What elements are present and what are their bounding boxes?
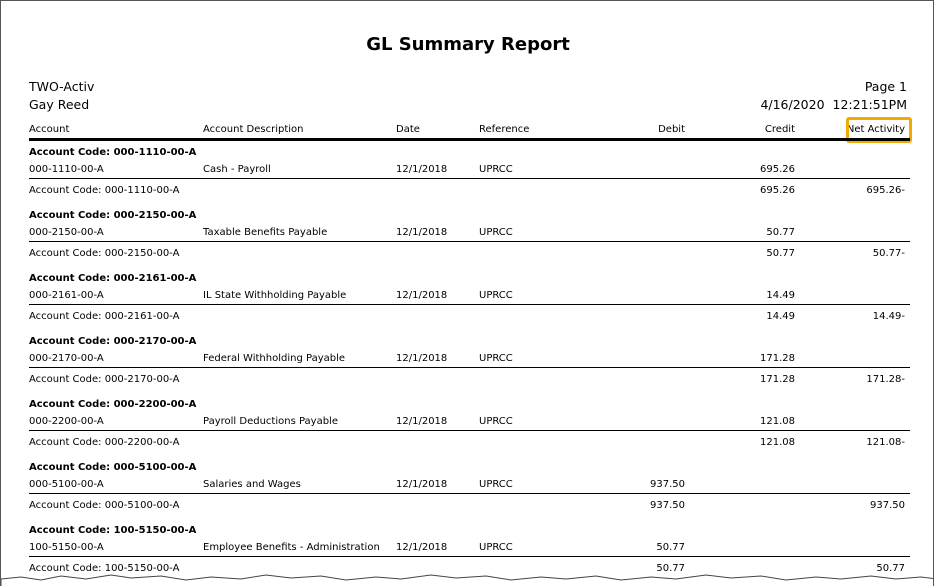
detail-date: 12/1/2018 [396, 290, 448, 301]
group-total-credit: 121.08 [760, 437, 795, 448]
detail-reference: UPRCC [479, 353, 513, 364]
torn-edge [1, 571, 934, 586]
detail-account: 000-2200-00-A [29, 416, 104, 427]
group-total-credit: 14.49 [766, 311, 795, 322]
report-datetime [760, 96, 907, 114]
detail-reference: UPRCC [479, 416, 513, 427]
report-title: GL Summary Report [366, 34, 570, 55]
account-group-header: Account Code: 000-2150-00-A [29, 210, 197, 221]
detail-description: Employee Benefits - Administration [203, 542, 380, 553]
group-separator [29, 304, 910, 305]
detail-credit: 121.08 [760, 416, 795, 427]
detail-debit: 50.77 [656, 542, 685, 553]
column-header-date: Date [396, 124, 420, 135]
group-total-debit: 50.77 [656, 563, 685, 574]
header-rule [29, 138, 910, 141]
column-header-account: Account [29, 124, 70, 135]
report-header-right [760, 78, 907, 114]
detail-debit: 937.50 [650, 479, 685, 490]
group-total-net-activity: 695.26- [866, 185, 905, 196]
detail-reference: UPRCC [479, 164, 513, 175]
detail-date: 12/1/2018 [396, 416, 448, 427]
user-name: Gay Reed [29, 97, 90, 112]
detail-description: Taxable Benefits Payable [203, 227, 328, 238]
group-total-net-activity: 171.28- [866, 374, 905, 385]
group-total-label: Account Code: 000-2161-00-A [29, 311, 180, 322]
group-total-label: Account Code: 000-5100-00-A [29, 500, 180, 511]
report-header-left [29, 78, 94, 114]
account-group-header: Account Code: 000-2170-00-A [29, 336, 197, 347]
detail-date: 12/1/2018 [396, 479, 448, 490]
group-total-net-activity: 14.49- [872, 311, 905, 322]
group-separator [29, 556, 910, 557]
group-separator [29, 367, 910, 368]
account-group-header: Account Code: 000-5100-00-A [29, 462, 197, 473]
group-total-net-activity: 50.77- [872, 248, 905, 259]
column-header-credit: Credit [764, 124, 795, 135]
group-separator [29, 241, 910, 242]
group-total-debit: 937.50 [650, 500, 685, 511]
detail-date: 12/1/2018 [396, 542, 448, 553]
account-group-header: Account Code: 000-1110-00-A [29, 147, 197, 158]
column-header-net-activity: Net Activity [846, 124, 905, 135]
detail-description: Salaries and Wages [203, 479, 301, 490]
detail-account: 000-5100-00-A [29, 479, 104, 490]
detail-reference: UPRCC [479, 542, 513, 553]
report-date: 4/16/2020 [760, 97, 825, 112]
report-time: 12:21:51PM [832, 97, 907, 112]
group-total-net-activity: 50.77 [876, 563, 905, 574]
account-group-header: Account Code: 000-2161-00-A [29, 273, 197, 284]
detail-date: 12/1/2018 [396, 164, 448, 175]
group-total-label: Account Code: 000-1110-00-A [29, 185, 180, 196]
detail-reference: UPRCC [479, 479, 513, 490]
group-total-credit: 50.77 [766, 248, 795, 259]
detail-reference: UPRCC [479, 290, 513, 301]
column-header-description: Account Description [203, 124, 304, 135]
account-group-header: Account Code: 100-5150-00-A [29, 525, 197, 536]
detail-account: 000-2150-00-A [29, 227, 104, 238]
group-total-label: Account Code: 000-2150-00-A [29, 248, 180, 259]
detail-date: 12/1/2018 [396, 227, 448, 238]
account-group-header: Account Code: 000-2200-00-A [29, 399, 197, 410]
detail-credit: 695.26 [760, 164, 795, 175]
group-total-credit: 171.28 [760, 374, 795, 385]
company-name: TWO-Activ [29, 79, 95, 94]
detail-credit: 14.49 [766, 290, 795, 301]
detail-description: Payroll Deductions Payable [203, 416, 338, 427]
detail-account: 000-2170-00-A [29, 353, 104, 364]
detail-date: 12/1/2018 [396, 353, 448, 364]
detail-credit: 171.28 [760, 353, 795, 364]
detail-description: Cash - Payroll [203, 164, 271, 175]
column-header-reference: Reference [479, 124, 530, 135]
group-total-label: Account Code: 000-2200-00-A [29, 437, 180, 448]
detail-account: 100-5150-00-A [29, 542, 104, 553]
column-header-debit: Debit [658, 124, 685, 135]
group-separator [29, 493, 910, 494]
group-separator [29, 430, 910, 431]
page-number: Page 1 [864, 79, 907, 94]
detail-account: 000-2161-00-A [29, 290, 104, 301]
group-total-credit: 695.26 [760, 185, 795, 196]
detail-description: Federal Withholding Payable [203, 353, 346, 364]
group-total-label: Account Code: 000-2170-00-A [29, 374, 180, 385]
detail-description: IL State Withholding Payable [203, 290, 347, 301]
group-total-net-activity: 937.50 [870, 500, 905, 511]
group-separator [29, 178, 910, 179]
group-total-label: Account Code: 100-5150-00-A [29, 563, 180, 574]
group-total-net-activity: 121.08- [866, 437, 905, 448]
detail-account: 000-1110-00-A [29, 164, 104, 175]
detail-credit: 50.77 [766, 227, 795, 238]
detail-reference: UPRCC [479, 227, 513, 238]
